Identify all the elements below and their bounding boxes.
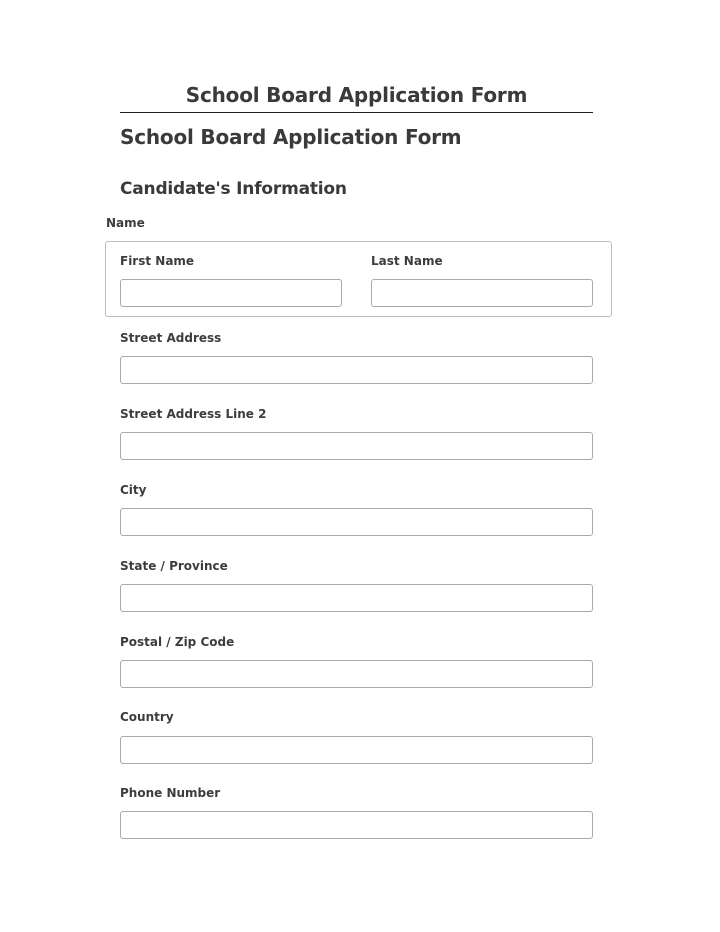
title-divider (120, 112, 593, 113)
last-name-input[interactable] (371, 279, 593, 307)
phone-number-label: Phone Number (120, 786, 221, 800)
name-group-label: Name (106, 216, 145, 230)
street-address-label: Street Address (120, 331, 222, 345)
country-label: Country (120, 710, 174, 724)
street-address-line2-label: Street Address Line 2 (120, 407, 267, 421)
last-name-label: Last Name (371, 254, 443, 268)
state-province-input[interactable] (120, 584, 593, 612)
first-name-label: First Name (120, 254, 195, 268)
section-title: Candidate's Information (120, 179, 347, 199)
state-province-label: State / Province (120, 559, 228, 573)
document-title: School Board Application Form (185, 83, 528, 107)
city-label: City (120, 483, 147, 497)
postal-zip-label: Postal / Zip Code (120, 635, 235, 649)
city-input[interactable] (120, 508, 593, 536)
postal-zip-input[interactable] (120, 660, 593, 688)
first-name-input[interactable] (120, 279, 342, 307)
country-input[interactable] (120, 736, 593, 764)
form-title: School Board Application Form (120, 125, 462, 149)
street-address-line2-input[interactable] (120, 432, 593, 460)
street-address-input[interactable] (120, 356, 593, 384)
phone-number-input[interactable] (120, 811, 593, 839)
